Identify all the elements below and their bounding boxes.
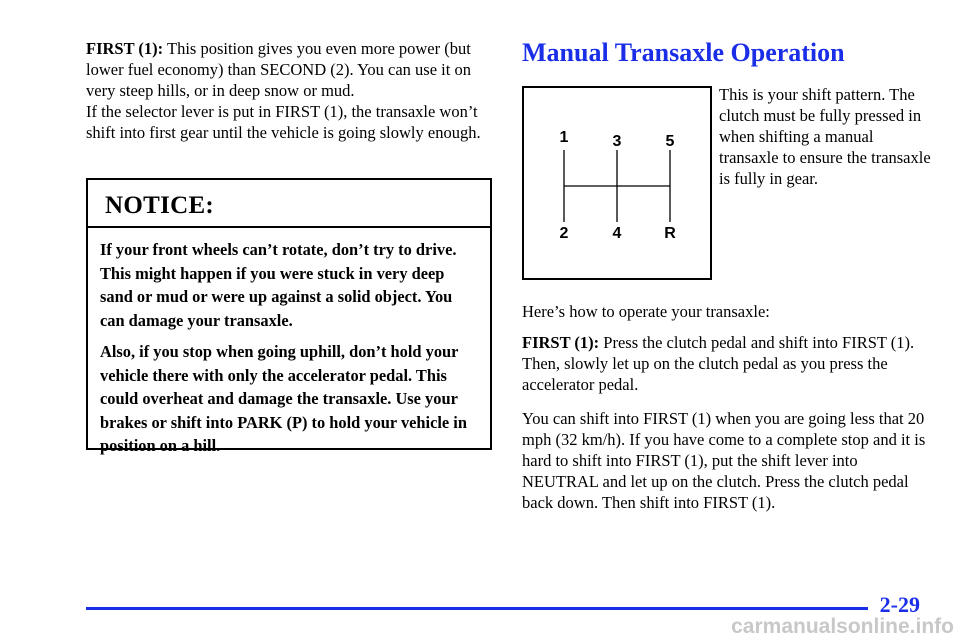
gear-label-1: 1 bbox=[559, 129, 569, 146]
gear-label-3: 3 bbox=[612, 133, 622, 150]
watermark: carmanualsonline.info bbox=[731, 615, 954, 638]
gear-label-5: 5 bbox=[665, 133, 675, 150]
shift-paragraph: You can shift into FIRST (1) when you are going less that 20 mph (32 km/h). If you have come to a complete stop and it is hard to shift into FIRST (1), put the shift lever into NEUTRAL and let up on the clutch. Press the clutch pedal back down. Then shift into FIRST (1). bbox=[522, 409, 926, 512]
notice-paragraph-2: Also, if you stop when going uphill, don’t hold your vehicle there with only the accelerator pedal. This could overheat and damage the transaxle. Use your brakes or shift into PARK (P) to hold your vehicle in position on a hill. bbox=[100, 342, 467, 455]
intro-paragraph: Here’s how to operate your transaxle: bbox=[522, 302, 770, 321]
first-gear-label: FIRST (1): bbox=[86, 39, 164, 58]
notice-paragraph-1: If your front wheels can’t rotate, don’t try to drive. This might happen if you were stuck in very deep sand or mud or were up against a solid object. You can damage your transaxle. bbox=[100, 240, 457, 330]
first-gear-paragraph bbox=[86, 38, 494, 101]
gear-label-2: 2 bbox=[559, 225, 569, 242]
diagram-caption: This is your shift pattern. The clutch must be fully pressed in when shifting a manual transaxle to ensure the transaxle is fully in gear. bbox=[719, 85, 931, 188]
footer-rule bbox=[86, 607, 868, 610]
left-column bbox=[86, 38, 494, 143]
first-gear-instructions-text: Press the clutch pedal and shift into FIRST (1). Then, slowly let up on the clutch pedal as you press the accelerator pedal. bbox=[522, 333, 915, 394]
gear-label-4: 4 bbox=[612, 225, 622, 242]
shift-pattern-svg bbox=[524, 88, 710, 278]
gear-label-r: R bbox=[664, 225, 676, 242]
shift-pattern-diagram bbox=[522, 86, 712, 280]
notice-heading: NOTICE: bbox=[88, 180, 490, 228]
page-number: 2-29 bbox=[879, 592, 920, 617]
selector-paragraph: If the selector lever is put in FIRST (1), the transaxle won’t shift into first gear until the vehicle is going slowly enough. bbox=[86, 102, 481, 142]
first-gear-instructions-label: FIRST (1): bbox=[522, 333, 600, 352]
notice-body bbox=[88, 228, 490, 458]
first-gear-text: This position gives you even more power (but lower fuel economy) than SECOND (2). You can use it on very steep hills, or in deep snow or mud. bbox=[86, 39, 471, 100]
notice-box bbox=[86, 178, 492, 455]
first-gear-instructions bbox=[522, 332, 932, 395]
section-title: Manual Transaxle Operation bbox=[522, 38, 845, 67]
